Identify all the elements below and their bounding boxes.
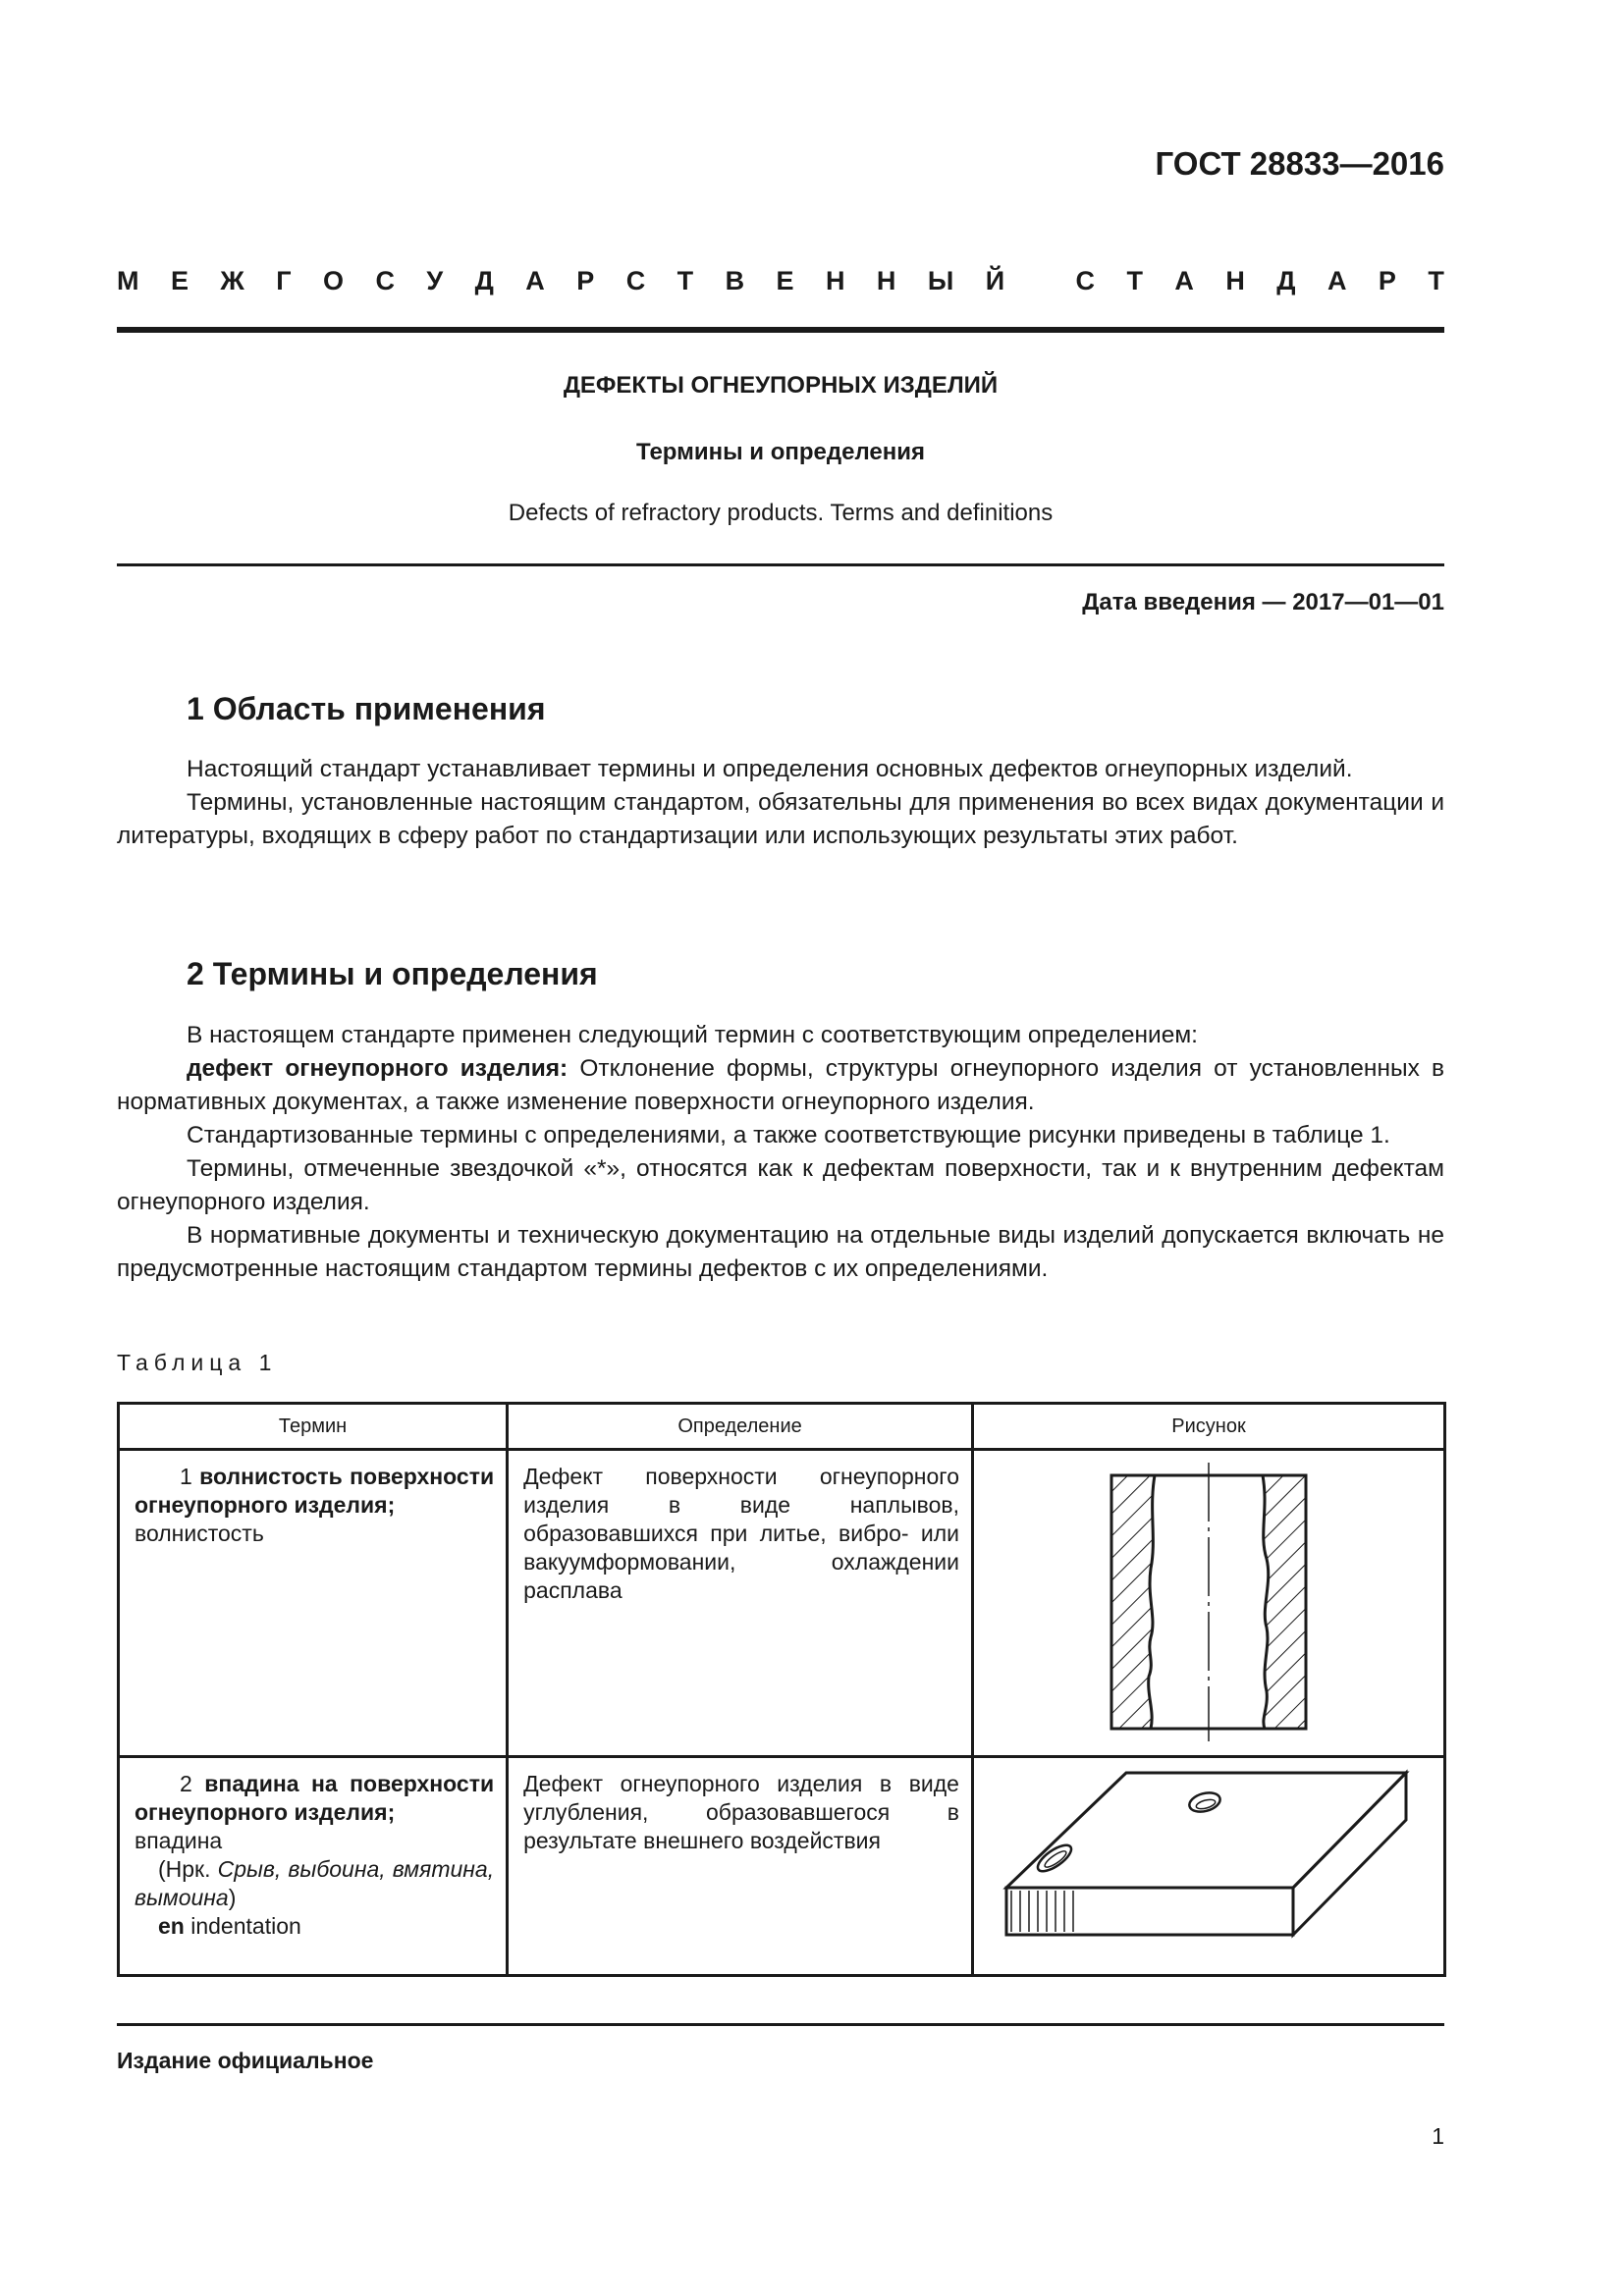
interstate-word2-letter: А [1174, 266, 1194, 295]
figure-cell [972, 1450, 1444, 1757]
interstate-word2-letter: Н [1225, 266, 1245, 295]
interstate-word1-letter: Р [576, 266, 595, 295]
term-number: 2 [180, 1771, 192, 1796]
document-title: ДЕФЕКТЫ ОГНЕУПОРНЫХ ИЗДЕЛИЙ [563, 372, 999, 399]
document-subtitle: Термины и определения [635, 439, 926, 465]
indentation-figure [974, 1758, 1443, 1969]
interstate-word1-letter: В [725, 266, 745, 295]
interstate-word1-letter: С [375, 266, 395, 295]
header-term: Термин [119, 1404, 508, 1450]
interstate-word1-letter: Ж [220, 266, 244, 295]
interstate-word1-letter: Й [985, 266, 1005, 295]
word-gap [1037, 266, 1045, 296]
term-cell [119, 1450, 508, 1757]
left-wall [1111, 1475, 1155, 1729]
right-wall [1263, 1475, 1306, 1729]
interstate-word1-letter: Т [677, 266, 694, 295]
interstate-word1-letter: С [625, 266, 646, 295]
definition-cell [508, 1450, 973, 1757]
interstate-word1-letter: М [117, 266, 139, 295]
interstate-word2-letter: Т [1126, 266, 1143, 295]
defined-term: дефект огнеупорного изделия: [187, 1055, 568, 1082]
section-2-text [117, 1019, 1444, 1286]
document-title-english: Defects of refractory products. Terms and definitions [508, 500, 1054, 526]
interstate-word1-letter: О [322, 266, 344, 295]
interstate-word2-letter: С [1075, 266, 1095, 295]
table-caption: Таблица 1 [117, 1350, 278, 1375]
section-1-paragraph-1: Настоящий стандарт устанавливает термины и определения основных дефектов огнеупорных изделий. [187, 756, 1353, 782]
interstate-word2-letter: Т [1428, 266, 1444, 295]
interstate-word1-letter: У [426, 266, 444, 295]
definition-cell [508, 1757, 973, 1976]
title-rule [117, 563, 1444, 566]
section-2-paragraph-3: Стандартизованные термины с определениями, а также соответствующие рисунки приведены в таблице 1. [187, 1122, 1390, 1148]
waviness-figure [974, 1451, 1443, 1750]
interstate-word1-letter: Г [276, 266, 292, 295]
table-header-row [119, 1404, 1445, 1450]
term-number: 1 [180, 1464, 192, 1489]
section-1-text [117, 753, 1444, 853]
term-cell: 2 впадина на поверхности огнеупорного изделия; впадина (Нрк. Срыв, выбоина, вмятина, вымоина) en indentation [119, 1757, 508, 1976]
definition-text: Дефект огнеупорного изделия в виде углубления, образовавшегося в результате внешнего воздействия [523, 1771, 959, 1853]
interstate-word1-letter: А [525, 266, 545, 295]
section-1-paragraph-2: Термины, установленные настоящим стандартом, обязательны для применения во всех видах документации и литературы, входящих в сферу работ по стандартизации или использующих результаты этих работ. [117, 789, 1444, 849]
header-figure: Рисунок [972, 1404, 1444, 1450]
term-name: впадина на поверхности огнеупорного изделия; [135, 1771, 495, 1825]
depression-2 [1034, 1841, 1075, 1876]
slab-side-face [1293, 1773, 1406, 1935]
section-1-heading: 1 Область применения [187, 691, 546, 726]
english-term: indentation [190, 1913, 301, 1939]
header-rule [117, 327, 1444, 333]
interstate-word1-letter: Е [776, 266, 794, 295]
table-row [119, 1757, 1445, 1976]
term-short: волнистость [135, 1521, 264, 1546]
section-2-heading: 2 Термины и определения [187, 956, 598, 991]
front-face-shading [1009, 1891, 1078, 1932]
section-2-paragraph-5: В нормативные документы и техническую документацию на отдельные виды изделий допускается включать не предусмотренные настоящим стандартом термины дефектов с их определениями. [117, 1222, 1444, 1282]
page-number: 1 [1432, 2123, 1444, 2149]
introduction-date: Дата введения — 2017—01—01 [1082, 589, 1444, 615]
header-definition: Определение [508, 1404, 973, 1450]
term-short: впадина [135, 1828, 223, 1853]
table-row [119, 1450, 1445, 1757]
footer-rule [117, 2023, 1444, 2026]
slab-top-face [1006, 1773, 1406, 1888]
section-2-paragraph-4: Термины, отмеченные звездочкой «*», относятся как к дефектам поверхности, так и к внутренним дефектам огнеупорного изделия. [117, 1155, 1444, 1215]
terms-table [117, 1402, 1446, 1977]
interstate-word1-letter: Д [474, 266, 494, 295]
definition-text: Дефект поверхности огнеупорного изделия в виде наплывов, образовавшихся при литье, вибро- или вакуумформовании, охлаждении расплава [523, 1464, 959, 1603]
interstate-word1-letter: Ы [927, 266, 954, 295]
interstate-word1-letter: Н [876, 266, 896, 295]
interstate-word2-letter: А [1326, 266, 1347, 295]
english-label: en [158, 1913, 185, 1939]
term-name: волнистость поверхности огнеупорного изделия; [135, 1464, 495, 1518]
interstate-word1-letter: Е [170, 266, 189, 295]
interstate-standard-heading [117, 266, 1444, 296]
interstate-word2-letter: Д [1276, 266, 1296, 295]
term-definition: Отклонение формы, структуры огнеупорного изделия от установленных в нормативных документах, а также изменение поверхности огнеупорного изделия. [117, 1055, 1445, 1115]
gost-number: ГОСТ 28833—2016 [1155, 145, 1444, 182]
figure-cell [972, 1757, 1444, 1976]
interstate-word2-letter: Р [1378, 266, 1396, 295]
not-recommended-label: (Нрк. [158, 1856, 211, 1882]
depression-1 [1187, 1789, 1222, 1815]
section-2-paragraph-2 [117, 1052, 1444, 1119]
section-2-paragraph-1: В настоящем стандарте применен следующий термин с соответствующим определением: [187, 1022, 1198, 1048]
official-edition-label: Издание официальное [117, 2048, 374, 2073]
interstate-word1-letter: Н [825, 266, 845, 295]
not-recommended-terms: Срыв, выбоина, вмятина, вымоина [135, 1856, 495, 1910]
